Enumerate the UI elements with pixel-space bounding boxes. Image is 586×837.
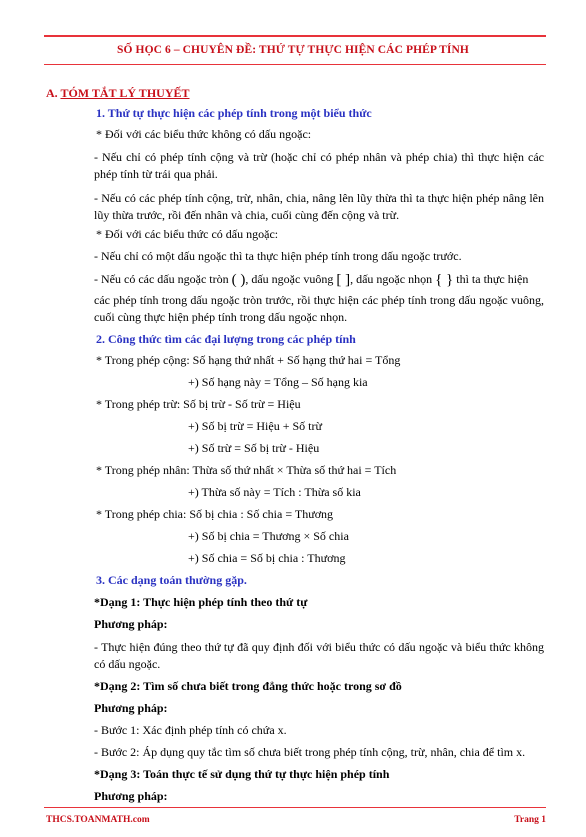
method-label-1: Phương pháp: [94, 617, 168, 631]
method-label-2: Phương pháp: [94, 701, 168, 715]
document-title: SỐ HỌC 6 – CHUYÊN ĐỀ: THỨ TỰ THỰC HIỆN CÁC PHÉP TÍNH [117, 44, 469, 56]
paragraph-brackets-rest: các phép tính trong dấu ngoặc tròn trước, rồi thực hiện các phép tính trong dấu ngoặc vuông, cuối cùng thực hiện phép tính trong dấu ngoặc nhọn. [94, 293, 544, 324]
heading-3: 3. Các dạng toán thường gặp. [96, 573, 247, 587]
paragraph-add-sub: - Nếu chỉ có phép tính cộng và trừ (hoặc chỉ có phép nhân và phép chia) thì thực hiện các phép tính từ trái qua phải. [94, 150, 544, 181]
section-a-prefix: A. [46, 86, 61, 100]
footer-page-number: Trang 1 [514, 815, 546, 825]
multiplication-derived: +) Thừa số này = Tích : Thừa số kia [188, 485, 361, 499]
text-no-brackets: * Đối với các biểu thức không có dấu ngoặc: [96, 127, 312, 141]
brackets-text-a: - Nếu có các dấu ngoặc tròn [94, 272, 229, 286]
type-1-heading: *Dạng 1: Thực hiện phép tính theo thứ tự [94, 595, 308, 609]
heading-2: 2. Công thức tìm các đại lượng trong các phép tính [96, 332, 356, 346]
footer-site: THCS.TOANMATH.com [46, 815, 150, 825]
section-a-title: TÓM TẮT LÝ THUYẾT [60, 86, 190, 100]
division-rule: * Trong phép chia: Số bị chia : Số chia = Thương [96, 507, 334, 521]
subtraction-rule: * Trong phép trừ: Số bị trừ - Số trừ = Hiệu [96, 397, 301, 411]
square-bracket-symbol: [ ] [336, 272, 351, 288]
header-rule-top [44, 35, 546, 37]
curly-bracket-symbol: { } [435, 272, 454, 288]
addition-rule: * Trong phép cộng: Số hạng thứ nhất + Số hạng thứ hai = Tổng [96, 353, 401, 367]
step-1: - Bước 1: Xác định phép tính có chứa x. [94, 723, 287, 737]
brackets-text-c: , dấu ngoặc nhọn [350, 272, 433, 286]
text-with-brackets: * Đối với các biểu thức có dấu ngoặc: [96, 227, 279, 241]
paragraph-power: - Nếu có các phép tính cộng, trừ, nhân, chia, nâng lên lũy thừa thì ta thực hiện phép nâng lên lũy thừa trước, rồi đến nhân và chia, cuối cùng đến cộng và trừ. [94, 191, 544, 222]
step-2: - Bước 2: Áp dụng quy tắc tìm số chưa biết trong phép tính cộng, trừ, nhân, chia để tìm x. [94, 745, 526, 759]
paragraph-brackets-first-line [94, 271, 528, 289]
subtraction-derived-2: +) Số trừ = Số bị trừ - Hiệu [188, 441, 320, 455]
addition-derived: +) Số hạng này = Tổng – Số hạng kia [188, 375, 368, 389]
division-derived-1: +) Số bị chia = Thương × Số chia [188, 529, 349, 543]
text-single-bracket: - Nếu chỉ có một dấu ngoặc thì ta thực hiện phép tính trong dấu ngoặc trước. [94, 249, 462, 263]
division-derived-2: +) Số chia = Số bị chia : Thương [188, 551, 346, 565]
multiplication-rule: * Trong phép nhân: Thừa số thứ nhất × Thừa số thứ hai = Tích [96, 463, 397, 477]
method-label-3: Phương pháp: [94, 789, 168, 803]
footer-rule [44, 807, 546, 808]
header-rule-bottom [44, 64, 546, 65]
subtraction-derived-1: +) Số bị trừ = Hiệu + Số trừ [188, 419, 322, 433]
section-a-heading [46, 86, 190, 101]
type-2-heading: *Dạng 2: Tìm số chưa biết trong đẳng thức hoặc trong sơ đồ [94, 679, 402, 693]
brackets-text-b: , dấu ngoặc vuông [245, 272, 334, 286]
round-bracket-symbol: ( ) [231, 272, 246, 288]
heading-1: 1. Thứ tự thực hiện các phép tính trong một biểu thức [96, 106, 372, 120]
brackets-text-d: thì ta thực hiện [456, 272, 529, 286]
paragraph-type-1-method: - Thực hiện đúng theo thứ tự đã quy định đối với biểu thức có dấu ngoặc và biểu thức không có dấu ngoặc. [94, 640, 544, 671]
type-3-heading: *Dạng 3: Toán thực tế sử dụng thứ tự thực hiện phép tính [94, 767, 390, 781]
